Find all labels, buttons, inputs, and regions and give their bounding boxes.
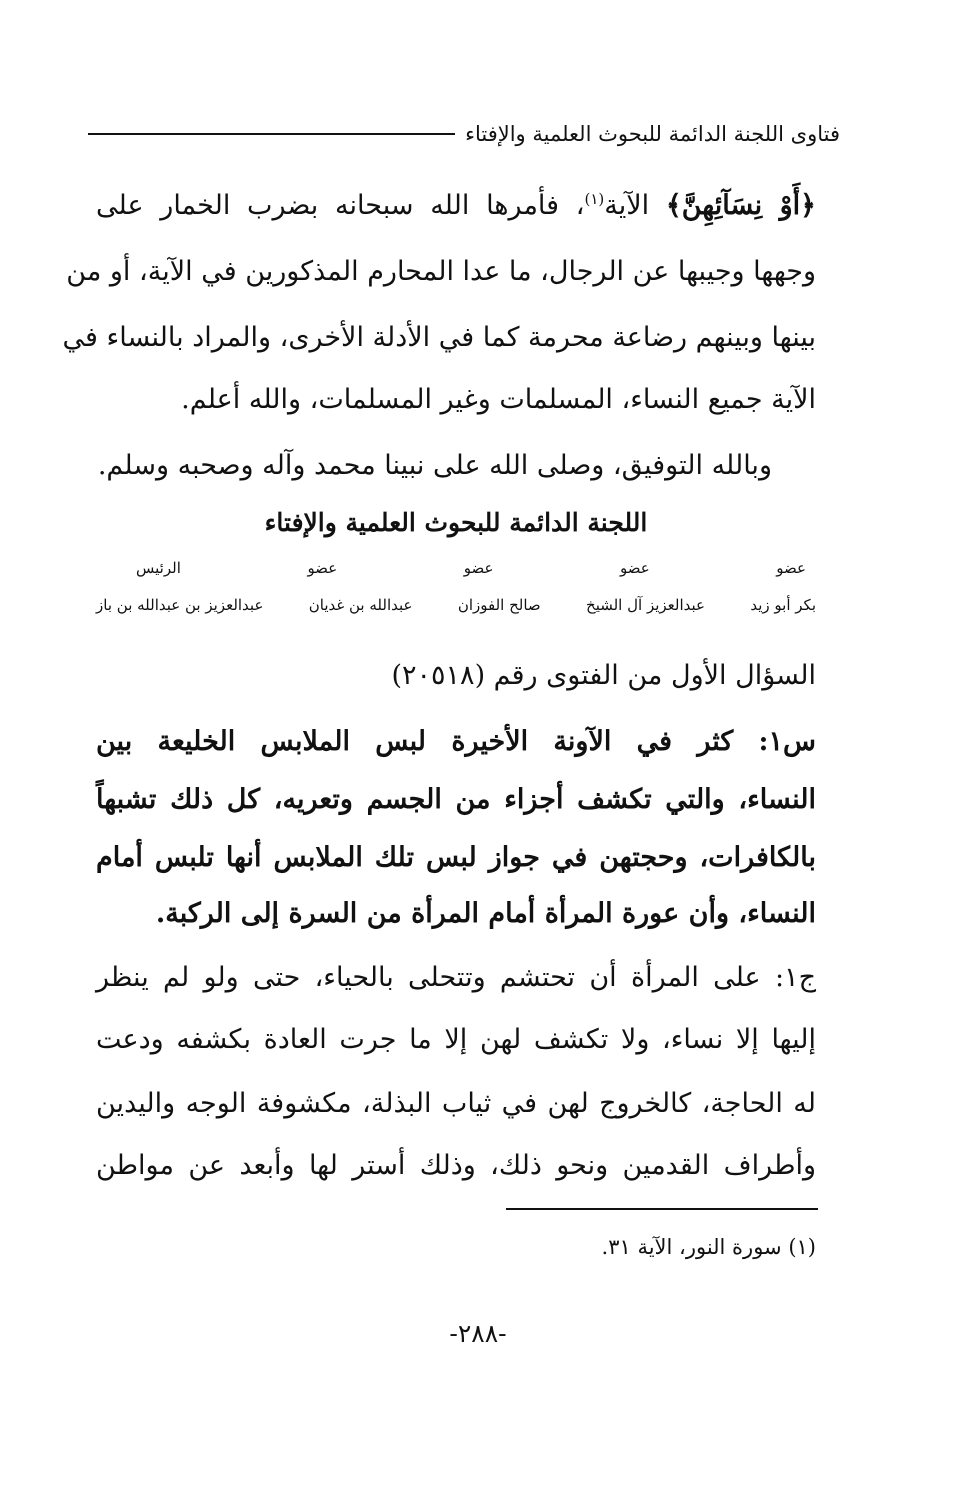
running-title: فتاوى اللجنة الدائمة للبحوث العلمية والإفتاء	[465, 122, 840, 146]
footnote: (١) سورة النور، الآية ٣١.	[601, 1235, 816, 1259]
question-line4: النساء، وأن عورة المرأة أمام المرأة من السرة إلى الركبة.	[155, 898, 816, 929]
paragraph1-line4: الآية جميع النساء، المسلمات وغير المسلمات، والله أعلم.	[181, 384, 816, 415]
answer-line1: ج١: على المرأة أن تحتشم وتتحلى بالحياء، حتى ولو لم ينظر	[96, 962, 816, 993]
fatwa-title: السؤال الأول من الفتوى رقم (٢٠٥١٨)	[391, 660, 816, 691]
member-name: عبدالله بن غديان	[308, 596, 413, 614]
paragraph1-line1-text: ، فأمرها الله سبحانه بضرب الخمار على	[96, 190, 585, 221]
paragraph1-line3: بينها وبينهم رضاعة محرمة كما في الأدلة الأخرى، والمراد بالنساء في	[62, 322, 816, 353]
member-name: عبدالعزيز بن عبدالله بن باز	[96, 596, 264, 614]
member-role: عضو	[307, 559, 338, 577]
member-role: عضو	[463, 559, 494, 577]
closing-line: وبالله التوفيق، وصلى الله على نبينا محمد وآله وصحبه وسلم.	[97, 450, 772, 481]
paragraph1-line2: وجهها وجيبها عن الرجال، ما عدا المحارم المذكورين في الآية، أو من	[66, 256, 816, 287]
footnote-marker: (١)	[584, 190, 605, 208]
answer-line4: وأطراف القدمين ونحو ذلك، وذلك أستر لها وأبعد عن مواطن	[96, 1150, 816, 1181]
verse-reference: الآية	[604, 190, 650, 221]
member-role: الرئيس	[136, 559, 181, 577]
question-line2: النساء، والتي تكشف أجزاء من الجسم وتعريه، كل ذلك تشبهاً	[96, 784, 816, 815]
quran-verse: ﴿أَوْ نِسَآئِهِنَّ﴾	[665, 190, 816, 221]
member-name: بكر أبو زيد	[750, 596, 816, 614]
page-number: -٢٨٨-	[449, 1319, 507, 1348]
answer-line2: إليها إلا نساء، ولا تكشف لهن إلا ما جرت العادة بكشفه ودعت	[96, 1024, 816, 1055]
member-name: صالح الفوزان	[457, 596, 541, 614]
question-line1: س١: كثر في الآونة الأخيرة لبس الملابس الخليعة بين	[96, 726, 816, 757]
committee-names	[96, 594, 816, 616]
member-name: عبدالعزيز آل الشيخ	[586, 596, 705, 614]
committee-title: اللجنة الدائمة للبحوث العلمية والإفتاء	[264, 508, 648, 537]
running-header	[88, 116, 840, 152]
member-role: عضو	[620, 559, 650, 577]
member-role: عضو	[776, 559, 806, 577]
answer-line3: له الحاجة، كالخروج لهن في ثياب البذلة، مكشوفة الوجه واليدين	[96, 1088, 816, 1119]
footnote-rule	[506, 1208, 818, 1210]
header-rule	[88, 133, 455, 135]
paragraph1-line1	[96, 186, 816, 226]
question-line3: بالكافرات، وحجتهن في جواز لبس تلك الملابس أنها تلبس أمام	[96, 842, 816, 873]
committee-roles	[96, 557, 816, 579]
